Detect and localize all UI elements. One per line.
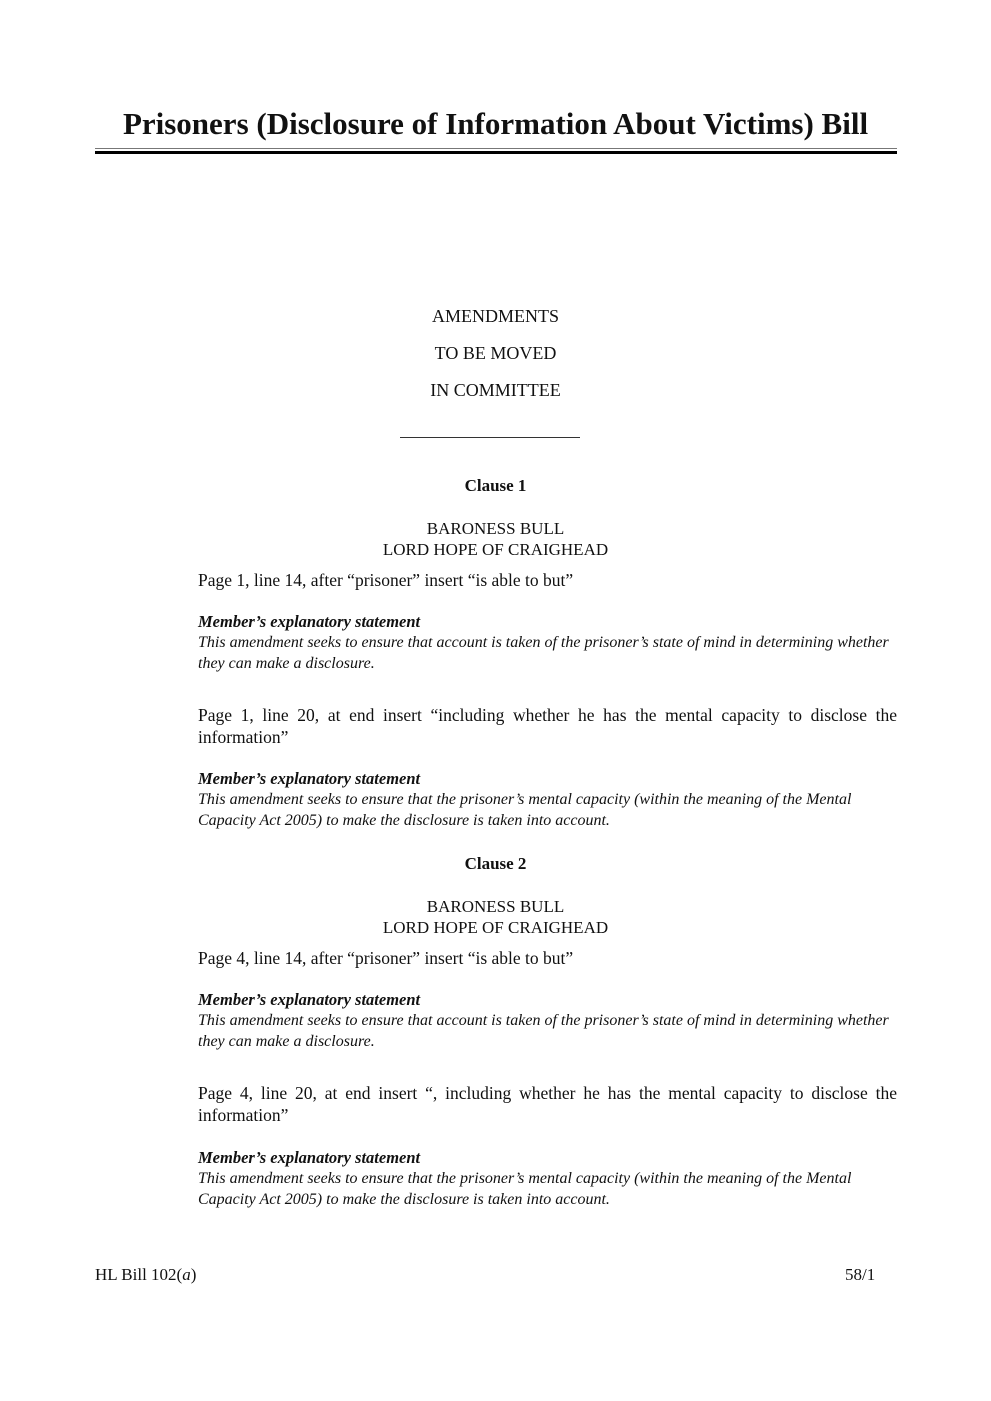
bill-title: Prisoners (Disclosure of Information About Victims) Bill bbox=[122, 106, 869, 141]
clause-heading: Clause 2 bbox=[464, 854, 527, 873]
member-name: BARONESS BULL bbox=[426, 897, 565, 916]
member-name: LORD HOPE OF CRAIGHEAD bbox=[382, 918, 609, 937]
bill-number-suffix: ) bbox=[190, 1265, 197, 1284]
member-name: LORD HOPE OF CRAIGHEAD bbox=[382, 540, 609, 559]
amendment-text: Page 4, line 14, after “prisoner” insert “is able to but” bbox=[198, 948, 574, 968]
statement-heading: Member’s explanatory statement bbox=[198, 990, 421, 1009]
heading-line-3: IN COMMITTEE bbox=[430, 380, 561, 400]
amendment-text: Page 1, line 14, after “prisoner” insert “is able to but” bbox=[198, 570, 574, 590]
statement-heading: Member’s explanatory statement bbox=[198, 612, 421, 631]
statement-text: This amendment seeks to ensure that account is taken of the prisoner’s state of mind in determining whether they can make a disclosure. bbox=[198, 634, 889, 672]
member-name: BARONESS BULL bbox=[426, 519, 565, 538]
heading-line-2: TO BE MOVED bbox=[434, 343, 557, 363]
statement-text: This amendment seeks to ensure that account is taken of the prisoner’s state of mind in determining whether they can make a disclosure. bbox=[198, 1012, 889, 1050]
bill-number-letter: a bbox=[182, 1265, 191, 1284]
bill-number bbox=[95, 1265, 196, 1285]
amendment-text: Page 1, line 20, at end insert “including whether he has the mental capacity to disclose the information” bbox=[198, 705, 897, 747]
statement-heading: Member’s explanatory statement bbox=[198, 1148, 421, 1167]
clause-heading: Clause 1 bbox=[464, 476, 527, 495]
explanatory-statement bbox=[198, 989, 908, 1052]
statement-text: This amendment seeks to ensure that the prisoner’s mental capacity (within the meaning of the Mental Capacity Act 2005) to make the disclosure is taken into account. bbox=[198, 791, 852, 829]
page-reference: 58/1 bbox=[845, 1265, 876, 1284]
statement-heading: Member’s explanatory statement bbox=[198, 769, 421, 788]
heading-line-1: AMENDMENTS bbox=[431, 306, 559, 326]
amendment-text: Page 4, line 20, at end insert “, including whether he has the mental capacity to disclose the information” bbox=[198, 1083, 897, 1125]
title-rule-thick bbox=[95, 151, 897, 154]
heading-divider bbox=[400, 437, 580, 438]
bill-number-prefix: HL Bill 102( bbox=[95, 1265, 183, 1284]
title-rule-thin bbox=[95, 148, 897, 149]
explanatory-statement bbox=[198, 768, 908, 831]
explanatory-statement bbox=[198, 611, 908, 674]
explanatory-statement bbox=[198, 1147, 908, 1210]
statement-text: This amendment seeks to ensure that the prisoner’s mental capacity (within the meaning of the Mental Capacity Act 2005) to make the disclosure is taken into account. bbox=[198, 1170, 852, 1208]
